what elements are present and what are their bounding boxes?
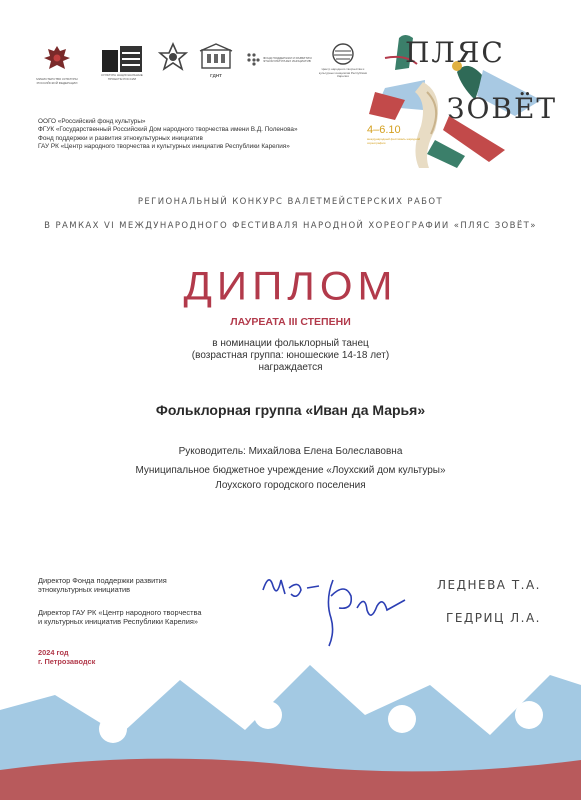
laureate-degree: ЛАУРЕАТА III СТЕПЕНИ [230, 316, 351, 328]
festival-emblem [365, 30, 558, 170]
ornament-star-icon [158, 42, 188, 74]
organizer-line: ГАУ РК «Центр народного творчества и культурных инициатив Республики Карелия» [38, 143, 290, 151]
culture-badge [102, 46, 142, 72]
gdnt-logo: ГДНТ [198, 42, 234, 78]
sun-circle [388, 705, 416, 733]
polenov-house-logo [158, 42, 188, 76]
signature-name-1: ЛЕДНЕВА Т.А. [436, 578, 541, 592]
city: г. Петрозаводск [38, 657, 96, 666]
leader-line2: Муниципальное бюджетное учреждение «Лоухский дом культуры» [135, 465, 446, 476]
festival-tagline: международный фестиваль народной хореографии [367, 137, 421, 145]
awarded-line: награждается [258, 362, 323, 373]
festival-dates: 4–6.10 [367, 124, 401, 136]
nomination-line2: (возрастная группа: юношеские 14-18 лет) [191, 350, 390, 361]
ethno-fund-logo: ФОНД ПОДДЕРЖКИ И РАЗВИТИЯ ЭТНОКУЛЬТУРНЫХ ИНИЦИАТИВ [246, 52, 313, 66]
handwritten-signatures [255, 560, 425, 650]
organizer-line: ФГУК «Государственный Российский Дом народного творчества имени В.Д. Поленова» [38, 126, 298, 134]
building-icon [198, 42, 234, 72]
festival-name-line2: ЗОВЁТ [447, 92, 558, 125]
double-eagle-icon [40, 42, 74, 76]
nomination-line1: в номинации фольклорный танец [212, 338, 369, 349]
sun-circle [99, 715, 127, 743]
festival-name-line1: ПЛЯС [405, 36, 505, 69]
leader-line1: Руководитель: Михайлова Елена Болеславовна [178, 446, 403, 457]
karelia-center-logo: Центр народного творчества и культурных инициатив Республики Карелия [318, 42, 368, 79]
dots-grid-icon [246, 52, 260, 66]
year: 2024 год [38, 648, 69, 657]
signature-name-2: ГЕДРИЦ Л.А. [446, 611, 541, 625]
sun-circle [515, 701, 543, 729]
subtitle-line1: РЕГИОНАЛЬНЫЙ КОНКУРС ВАЛЕТМЕЙСТЕРСКИХ РАБОТ [137, 197, 444, 207]
subtitle-line2: В РАМКАХ VI МЕЖДУНАРОДНОГО ФЕСТИВАЛЯ НАРОДНОЙ ХОРЕОГРАФИИ «ПЛЯС ЗОВЁТ» [44, 221, 537, 231]
organizer-line: ООГО «Российский фонд культуры» [38, 118, 146, 125]
signature-role-1: Директор Фонда поддержки развития этнокультурных инициатив [38, 576, 167, 594]
leader-line3: Лоухского городского поселения [215, 480, 366, 491]
signature-role-2: Директор ГАУ РК «Центр народного творчества и культурных инициатив Республики Карелия» [38, 608, 202, 626]
globe-icon [331, 42, 355, 66]
recipient-name: Фольклорная группа «Иван да Марья» [155, 402, 426, 418]
organizers-list [38, 118, 298, 152]
mountains-decoration [0, 655, 581, 800]
ministry-emblem-logo: МИНИСТЕРСТВО КУЛЬТУРЫ РОССИЙСКОЙ ФЕДЕРАЦИИ [34, 42, 80, 85]
culture-project-logo: КУЛЬТУРА НАЦИОНАЛЬНЫЕ ПРОЕКТЫ РОССИИ [100, 46, 144, 81]
sun-circle [254, 701, 282, 729]
organizer-line: Фонд поддержки и развития этнокультурных инициатив [38, 134, 203, 142]
diploma-title: ДИПЛОМ [183, 263, 398, 308]
